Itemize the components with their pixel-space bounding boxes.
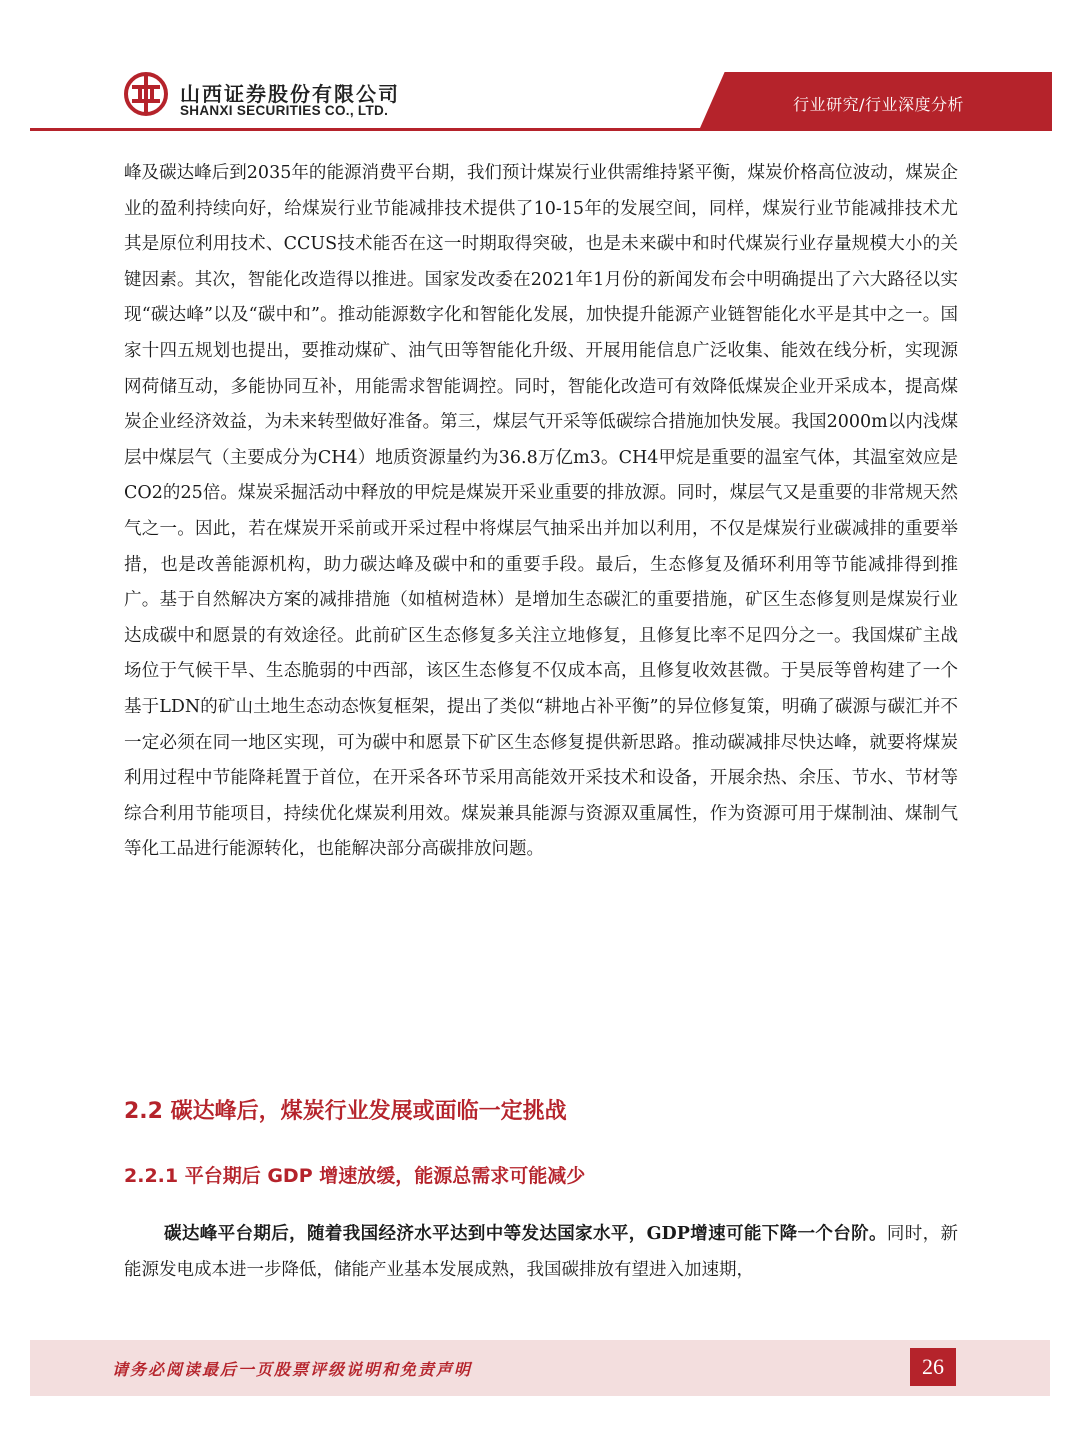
body-paragraph: 峰及碳达峰后到2035年的能源消费平台期，我们预计煤炭行业供需维持紧平衡，煤炭价格高位波动，煤炭企业的盈利持续向好，给煤炭行业节能减排技术提供了10-15年的发展空间，同样，煤炭行业节能减排技术尤其是原位利用技术、CCUS技术能否在这一时期取得突破，也是未来碳中和时代煤炭行业存量规模大小的关键因素。其次，智能化改造得以推进。国家发改委在2021年1月份的新闻发布会中明确提出了六大路径以实现“碳达峰”以及“碳中和”。推动能源数字化和智能化发展，加快提升能源产业链智能化水平是其中之一。国家十四五规划也提出，要推动煤矿、油气田等智能化升级、开展用能信息广泛收集、能效在线分析，实现源网荷储互动，多能协同互补，用能需求智能调控。同时，智能化改造可有效降低煤炭企业开采成本，提高煤炭企业经济效益，为未来转型做好准备。第三，煤层气开采等低碳综合措施加快发展。我国2000m以内浅煤层中煤层气（主要成分为CH4）地质资源量约为36.8万亿m3。CH4甲烷是重要的温室气体，其温室效应是CO2的25倍。煤炭采掘活动中释放的甲烷是煤炭开采业重要的排放源。同时，煤层气又是重要的非常规天然气之一。因此，若在煤炭开采前或开采过程中将煤层气抽采出并加以利用，不仅是煤炭行业碳减排的重要举措，也是改善能源机构，助力碳达峰及碳中和的重要手段。最后，生态修复及循环利用等节能减排得到推广。基于自然解决方案的减排措施（如植树造林）是增加生态碳汇的重要措施，矿区生态修复则是煤炭行业达成碳中和愿景的有效途径。此前矿区生态修复多关注立地修复，且修复比率不足四分之一。我国煤矿主战场位于气候干旱、生态脆弱的中西部，该区生态修复不仅成本高，且修复收效甚微。于昊辰等曾构建了一个基于LDN的矿山土地生态动态恢复框架，提出了类似“耕地占补平衡”的异位修复策，明确了碳源与碳汇并不一定必须在同一地区实现，可为碳中和愿景下矿区生态修复提供新思路。推动碳减排尽快达峰，就要将煤炭利用过程中节能降耗置于首位，在开采各环节采用高能效开采技术和设备，开展余热、余压、节水、节材等综合利用节能项目，持续优化煤炭利用效。煤炭兼具能源与资源双重属性，作为资源可用于煤制油、煤制气等化工品进行能源转化，也能解决部分高碳排放问题。 bbox=[124, 163, 958, 860]
company-name-en: SHANXI SECURITIES CO., LTD. bbox=[180, 103, 389, 118]
body-paragraph-2 bbox=[124, 1216, 958, 1288]
section-heading: 2.2 碳达峰后，煤炭行业发展或面临一定挑战 bbox=[124, 1099, 567, 1124]
page-header bbox=[0, 0, 1080, 132]
page-footer bbox=[30, 1340, 1050, 1396]
paragraph-continuation: 同时，新能源发电成本进一步降低，储能产业基本发展成熟，我国碳排放有望进入加速期， bbox=[124, 1224, 958, 1280]
disclaimer-notice: 请务必阅读最后一页股票评级说明和免责声明 bbox=[112, 1360, 473, 1379]
paragraph-lead-sentence: 碳达峰平台期后，随着我国经济水平达到中等发达国家水平，GDP增速可能下降一个台阶。 bbox=[164, 1224, 887, 1244]
company-logo-icon bbox=[124, 72, 168, 116]
header-divider bbox=[30, 128, 1052, 131]
company-name-cn: 山西证券股份有限公司 bbox=[180, 82, 400, 106]
page-number: 26 bbox=[910, 1348, 956, 1386]
subsection-heading: 2.2.1 平台期后 GDP 增速放缓，能源总需求可能减少 bbox=[124, 1165, 586, 1187]
main-body bbox=[124, 156, 958, 868]
report-category: 行业研究/行业深度分析 bbox=[793, 95, 964, 114]
